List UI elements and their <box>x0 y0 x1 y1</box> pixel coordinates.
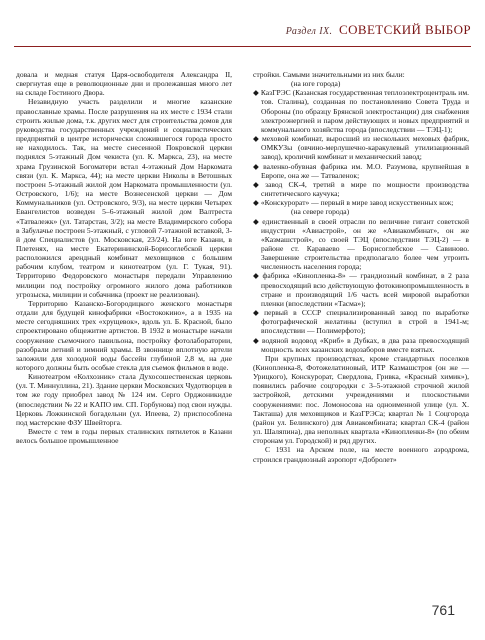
list-item-text: единственный в своей отрасли по величине гигант советской индустрии «Авиастрой», он же «Авиакомбинат», он же «Казмашстрой», со своей ТЭЦ (впоследствии ТЭЦ-2) — в районе ст. Караваево — Борисоглебское — Савиново. Завершение строительства предполагало более чем утроить численность населения города; <box>261 216 469 272</box>
diamond-bullet-icon: ◆ <box>253 271 261 281</box>
paragraph: Вместе с тем в годы первых сталинских пятилеток в Казани велось большое промышленное <box>16 427 232 446</box>
paragraph: довала и медная статуя Царя-освободителя Александра II, свергнутая еще в революционные дни и пролежавшая много лет на складе Гостиного Двора. <box>16 70 232 98</box>
right-text-column <box>253 70 469 592</box>
list-item-text: первый в СССР специализированный завод по выработке фотографической желатины (вступил в строй в 1941-м; впоследствии — Полимерфото); <box>261 308 469 336</box>
diamond-bullet-icon: ◆ <box>253 198 259 208</box>
list-item <box>253 308 469 335</box>
list-item <box>253 134 469 161</box>
list-item-text: фабрика «Кинопленка-8» — грандиозный комбинат, в 2 раза превосходящий всю действующую фотокинопромышленность в стране и производящий 1/6 часть всей мировой выработки пленки (впоследствии «Тасма»); <box>261 271 469 308</box>
list-item-text: завод СК-4, третий в мире по мощности производства синтетического каучука; <box>261 179 469 199</box>
list-item-text: валенко-обувная фабрика им. М.О. Разумова, крупнейшая в Европе, она же — Татваленок; <box>261 161 469 180</box>
paragraph: стройки. Самыми значительными из них были: <box>253 70 405 79</box>
list-item-text: водяной водовод «Криб» в Дубках, в два раза превосходящий мощность всех казанских водозаборов вместе взятых. <box>261 335 469 354</box>
list-item-text: «Конскурорат» — первый в мире завод искусственных кож; <box>260 198 454 208</box>
list-item-text: КазГРЭС (Казанская государственная теплоэлектроцентраль им. тов. Сталина), созданная по постановлению Совета Труда и Обороны (по образцу Брянской электростанции) для снабжения электроэнергией и паром действующих и новых предприятий и коммунального хозяйства города (впоследствии — ТЭЦ-1); <box>260 88 469 134</box>
list-item <box>253 217 469 272</box>
diamond-bullet-icon: ◆ <box>253 216 261 226</box>
diamond-bullet-icon: ◆ <box>253 134 261 144</box>
running-header <box>14 22 471 44</box>
header-section-title: СОВЕТСКИЙ ВЫБОР <box>339 22 471 37</box>
list-item <box>253 198 469 207</box>
list-item <box>253 271 469 308</box>
paragraph: Незавидную участь разделили и многие казанские православные храмы. После разрушения на их месте с 1934 стали строить жилые дома, т.к. других мест для строительства домов для руководства государственных учреждений и социалистических предприятий в центре исторически сложившегося города просто не находилось. Так, на месте снесенной Покровской церкви поднялся 5-этажный Дом чекиста (ул. К. Маркса, 23), на месте храма Грузинской Богоматери встал 4-этажный Дом Наркомата связи (ул. К. Маркса, 44); на месте церкви Николы в Ветошных построен 5-этажный жилой дом Наркомата промышленности (ул. Островского, 1/6); на месте Вознесенской церкви — Дом Коммунальников (ул. Островского, 9/3), на месте церкви Четырех Евангелистов возведен 5–6-этажный жилой дом Валтреста «Татвалежк» (ул. Татарстан, 3/2); на месте Владимирского собора в Забулачье построен 5-этажный, с угловой 7-этажной вставкой, 3-й дом Специалистов (ул. Московская, 23/24). На юге Казани, в Плетенях, на месте Екатерининской-Борисоглебской церкви расположился арендный комбинат меховщиков с большим рабочим клубом, театром и кинотеатром (ул. Г. Тукая, 91). Территорию Федоровского монастыря передали Управлению милиции под постройку огромного жилого дома работников угрозыска, милиции и собачника (проект не реализован). <box>16 97 232 299</box>
list-item <box>253 162 469 180</box>
list-item-text: меховой комбинат, выросший из нескольких меховых фабрик, ОМКУЗы (овчино-мерлушечно-каракулевый утилизационный завод), кроличий комбинат и механический завод; <box>261 134 469 162</box>
diamond-bullet-icon: ◆ <box>253 179 264 189</box>
header-title <box>286 22 471 38</box>
list-item <box>253 88 469 134</box>
paragraph: Кинотеатром «Колхозник» стала Духосошественская церковь (ул. Т. Миннуллина, 21). Здание церкви Московских Чудотворцев в том же году приобрел завод № 124 им. Серго Орджоникидзе (впоследствии № 22 и КАПО им. СП. Горбунова) под свои нужды. Церковь Ложкинской богадельни (ул. Ипеева, 2) приспособлена под мастерские ФЗУ Швейторга. <box>16 372 232 427</box>
paragraph: Территорию Казанско-Богородицкого женского монастыря отдали для будущей кинофабрики «Востококино», а в 1935 на месте сегодняшних трех «хрущевок», вдоль ул. Б. Красной, было спроектировано общежитие артистов. В 1932 в монастыре начали сооружение съемочного павильона, постройку фотолаборатории, разобрали летний и зимний храмы. В звоннице вплотную артели заложили для холодной воды бассейн глубиной 2,8 м, на дне которого должны быть особые стекла для съемок фильмов в воде. <box>16 298 232 372</box>
page-number: 761 <box>431 602 455 618</box>
diamond-bullet-icon: ◆ <box>253 161 262 171</box>
diamond-bullet-icon: ◆ <box>253 308 263 318</box>
list-item <box>253 180 469 198</box>
paragraph: С 1931 на Арском поле, на месте военного аэродрома, строился грандиозный аэропорт «Добролет» <box>253 445 469 464</box>
location-subheading: (на юге города) <box>291 79 341 89</box>
paragraph: При крупных производствах, кроме стандартных поселков (Кинопленка-8, Фотожелатиновый, ИТР Казмашстроя (он же — Урицкого), Конскурорат, Свердлова, Гривка, «Красный химик»), появились рабочие соцгородки с 3–5-этажной строчной жилой застройкой, детскими учреждениями и плоскостными сооружениями: пос. Ломоносова на одноименной улице (ул. Х. Такташа) для меховщиков и КазГРЭСа; квартал № 1 Соцгорода (район ул. Белинского) для Авиакомбината; квартал СК-4 (район ул. Шаляпина), два неполных квартала «Кинопленки-8» (по обеим сторонам ул. Городской) и ряд других. <box>253 353 469 446</box>
header-rule <box>14 46 471 47</box>
left-text-column <box>16 70 232 592</box>
diamond-bullet-icon: ◆ <box>253 335 260 345</box>
location-subheading: (на севере города) <box>291 207 350 217</box>
header-section-label: Раздел IX. <box>285 26 333 37</box>
diamond-bullet-icon: ◆ <box>253 88 259 98</box>
list-item <box>253 336 469 354</box>
